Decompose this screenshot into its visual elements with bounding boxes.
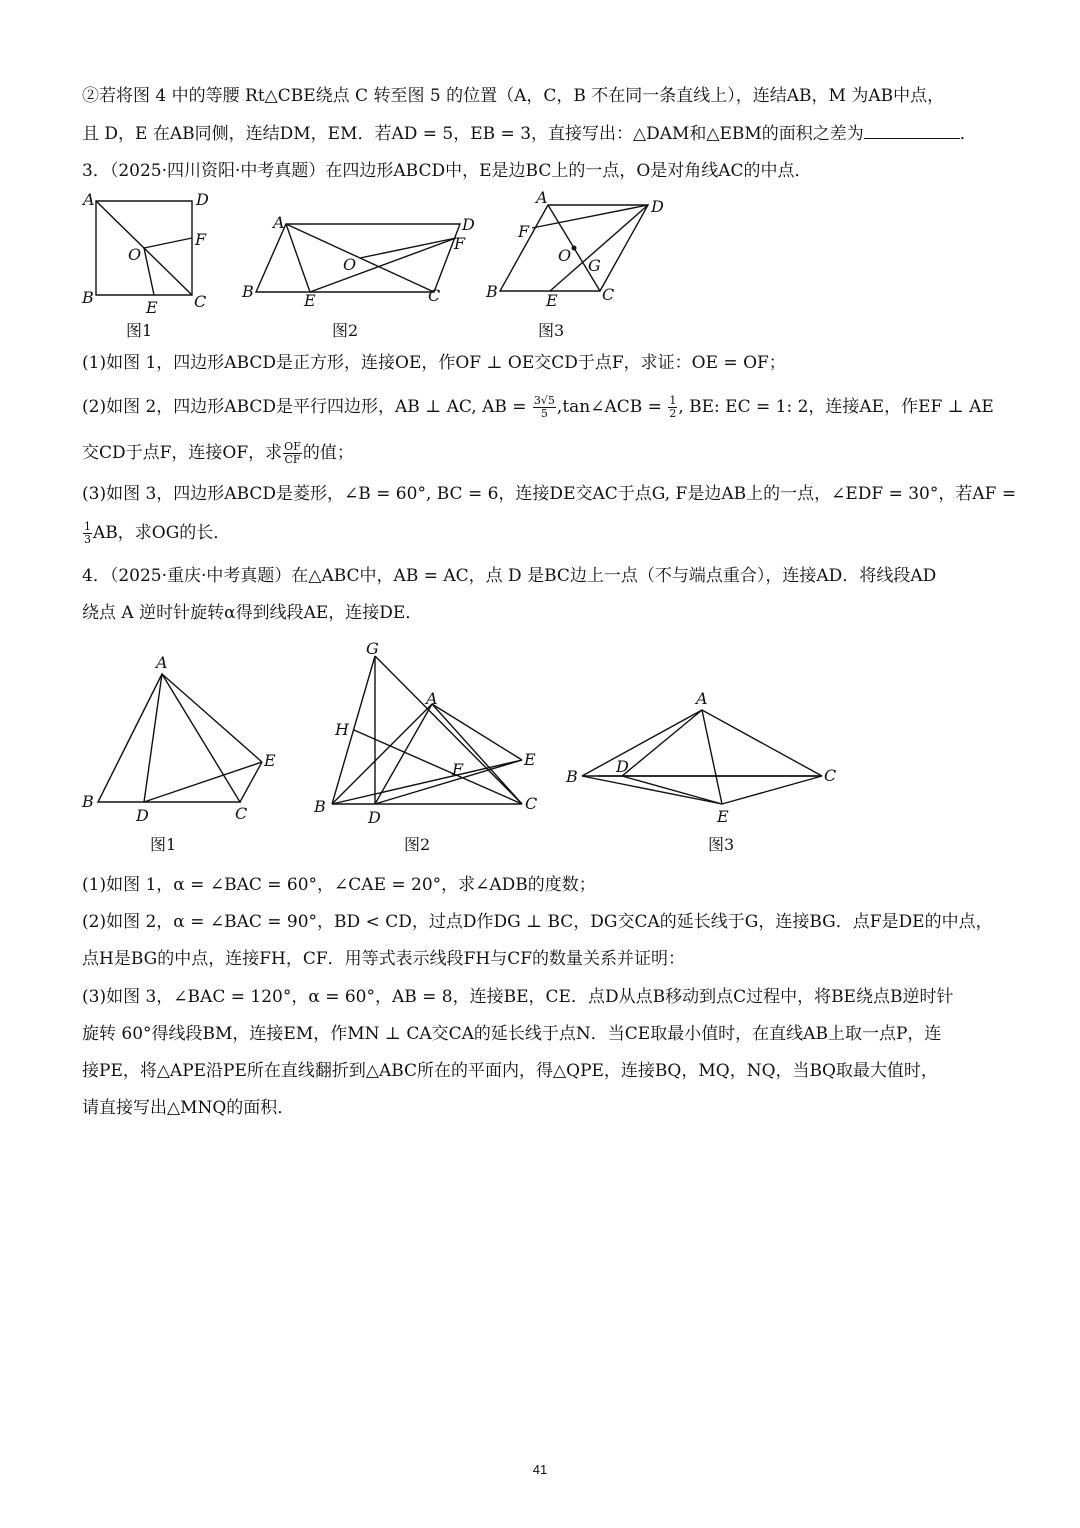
fig3-3-label-C: C (602, 285, 615, 304)
fig4-1-label-D: D (136, 806, 149, 825)
text-line-2 (82, 122, 977, 146)
problem-4-part-1: (1)如图 1，α = ∠BAC = 60°，∠CAE = 20°，求∠ADB的度数； (82, 875, 596, 895)
problem-3-part-2 (82, 395, 994, 420)
q3-3-text-b: AB，求OG的长． (93, 523, 231, 543)
problem-4-figures (78, 636, 858, 864)
fig4-2-caption: 图2 (404, 835, 431, 854)
fig4-3-label-E: E (717, 807, 729, 826)
problem-3-figures (80, 188, 680, 348)
fig4-3-figure (565, 689, 836, 854)
fig4-2-label-E: E (524, 750, 536, 769)
fraction-tan-num: 1 (669, 394, 677, 407)
fraction-of-cf-den: CF (284, 453, 301, 466)
fig4-2-label-A: A (426, 689, 438, 708)
fig3-1-label-E: E (146, 298, 158, 317)
fig3-1-label-C: C (194, 292, 207, 311)
fig4-2-figure (313, 639, 537, 854)
fig3-3-label-G: G (588, 256, 601, 275)
problem-4-part-3-cont2: 接PE，将△APE沿PE所在直线翻折到△ABC所在的平面内，得△QPE，连接BQ，MQ，NQ，当BQ取最大值时， (82, 1061, 938, 1081)
problem-4-part-3-cont3: 请直接写出△MNQ的面积． (82, 1098, 295, 1118)
fig3-3-label-D: D (651, 197, 664, 216)
fig4-1-label-B: B (82, 792, 94, 811)
fig4-1-caption: 图1 (150, 835, 177, 854)
fig4-3-label-C: C (824, 766, 837, 785)
text-line-1: ②若将图 4 中的等腰 Rt△CBE绕点 C 转至图 5 的位置（A，C，B 不在同一条直线上），连结AB，M 为AB中点， (82, 86, 945, 106)
problem-4-part-2: (2)如图 2，α = ∠BAC = 90°，BD < CD，过点D作DG ⊥ BC，DG交CA的延长线于G，连接BG．点F是DE的中点， (82, 912, 993, 932)
problem-4-statement-cont: 绕点 A 逆时针旋转α得到线段AE，连接DE． (82, 603, 423, 623)
fraction-one-third (83, 521, 92, 546)
fig3-1-label-B: B (82, 288, 94, 307)
q3-2-text-d: 交CD于点F，连接OF，求 (82, 443, 283, 463)
fig3-2-label-B: B (242, 282, 254, 301)
fraction-ab-value (533, 395, 556, 420)
fig4-3-label-B: B (566, 767, 578, 786)
fig3-1-square (81, 190, 209, 340)
fig3-3-label-B: B (486, 282, 498, 301)
fig4-2-label-H: H (335, 720, 349, 739)
fraction-ab-num: 3√5 (533, 394, 555, 407)
problem-4-part-2-cont: 点H是BG的中点，连接FH，CF．用等式表示线段FH与CF的数量关系并证明： (82, 949, 686, 969)
problem-4-part-3: (3)如图 3，∠BAC = 120°，α = 60°，AB = 8，连接BE，CE．点D从点B移动到点C过程中，将BE绕点B逆时针 (82, 987, 954, 1007)
fig3-3-label-A: A (536, 188, 548, 207)
fig3-2-label-A: A (273, 213, 285, 232)
fig4-1-label-A: A (156, 653, 168, 672)
fig3-1-label-F: F (195, 230, 207, 249)
q3-2-text-a: (2)如图 2，四边形ABCD是平行四边形，AB ⊥ AC, AB = (82, 397, 532, 417)
fig4-3-label-A: A (696, 689, 708, 708)
fig4-2-label-F: F (452, 760, 464, 779)
q3-2-text-b: ,tan∠ACB = (556, 397, 668, 417)
fig4-3-label-D: D (616, 757, 629, 776)
fig3-2-label-D: D (462, 215, 475, 234)
problem-3-part-3: (3)如图 3，四边形ABCD是菱形，∠B = 60°, BC = 6，连接DE交AC于点G, F是边AB上的一点，∠EDF = 30°，若AF = (82, 484, 1017, 504)
fraction-of-cf (283, 441, 302, 466)
fig4-1-label-C: C (235, 804, 248, 823)
text-line-2-end: ． (959, 124, 977, 144)
fraction-one-third-num: 1 (84, 520, 91, 533)
fig3-3-caption: 图3 (538, 321, 565, 340)
fig3-1-label-A: A (83, 190, 95, 209)
problem-4-part-3-cont1: 旋转 60°得线段BM，连接EM，作MN ⊥ CA交CA的延长线于点N．当CE取最小值时，在直线AB上取一点P，连 (82, 1024, 942, 1044)
q3-2-text-e: 的值； (302, 443, 354, 463)
fig3-2-label-E: E (304, 291, 316, 310)
fraction-ab-den: 5 (540, 407, 548, 420)
text-line-2-body: 且 D，E 在AB同侧，连结DM，EM．若AD = 5，EB = 3，直接写出：△DAM和△EBM的面积之差为 (82, 124, 864, 144)
fraction-one-third-den: 3 (84, 533, 91, 546)
fig3-3-label-O: O (558, 246, 572, 265)
fraction-tan-den: 2 (669, 407, 677, 420)
fraction-of-cf-num: OF (284, 440, 301, 453)
fig3-2-label-F: F (454, 234, 466, 253)
problem-3-part-3-cont (82, 521, 230, 546)
fig3-3-label-E: E (546, 291, 558, 310)
fig3-3-rhombus (485, 188, 664, 340)
answer-blank (864, 122, 960, 139)
page-number: 41 (532, 1462, 548, 1477)
fig3-2-parallelogram (241, 213, 475, 340)
fig4-2-label-G: G (366, 639, 379, 658)
problem-3-statement: 3．（2025·四川资阳·中考真题）在四边形ABCD中，E是边BC上的一点，O是对角线AC的中点． (82, 161, 812, 181)
fig3-2-label-C: C (428, 286, 441, 305)
fraction-tan-value (668, 395, 677, 420)
fig4-2-label-B: B (314, 797, 326, 816)
fig3-1-label-O: O (128, 245, 142, 264)
fig4-1-label-E: E (264, 751, 276, 770)
fig3-2-caption: 图2 (332, 321, 359, 340)
fig4-1-triangle (81, 653, 276, 854)
fig3-3-label-F: F (518, 222, 530, 241)
fig4-3-caption: 图3 (708, 835, 735, 854)
problem-3-part-2-cont (82, 441, 354, 466)
fig4-2-label-D: D (368, 808, 381, 827)
fig3-1-caption: 图1 (126, 321, 153, 340)
fig3-1-label-D: D (196, 190, 209, 209)
fig3-2-label-O: O (343, 255, 357, 274)
fig4-2-label-C: C (525, 794, 538, 813)
q3-2-text-c: , BE: EC = 1: 2，连接AE，作EF ⊥ AE (678, 397, 994, 417)
problem-3-part-1: (1)如图 1，四边形ABCD是正方形，连接OE，作OF ⊥ OE交CD于点F，求证：OE = OF； (82, 353, 786, 373)
problem-4-statement: 4．（2025·重庆·中考真题）在△ABC中，AB = AC，点 D 是BC边上一点（不与端点重合），连接AD．将线段AD (82, 566, 937, 586)
